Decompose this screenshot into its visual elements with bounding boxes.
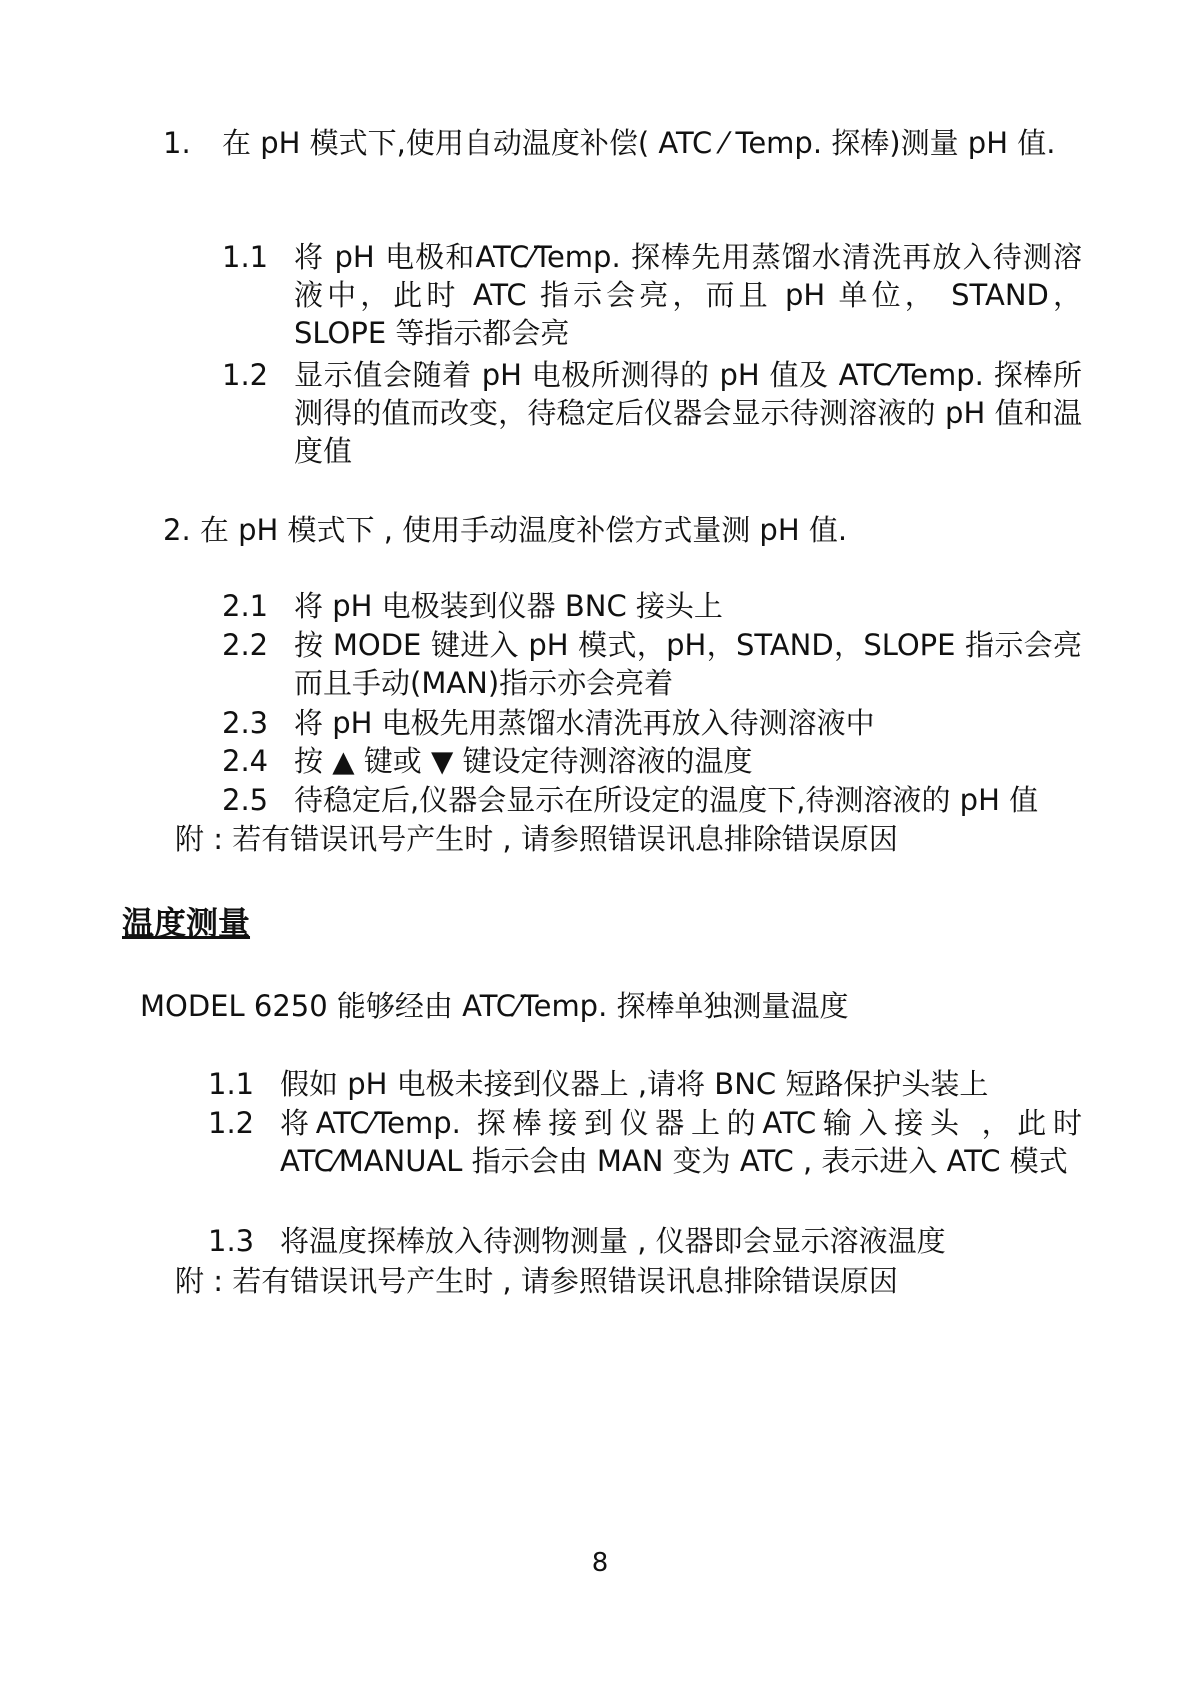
section1-heading: 在 pH 模式下,使用自动温度补偿( ATC ⁄ Temp. 探棒)测量 pH 值. xyxy=(222,126,1056,160)
item-text: 假如 pH 电极未接到仪器上 ,请将 BNC 短路保护头装上 xyxy=(280,1067,989,1101)
section-title: 温度测量 xyxy=(122,904,251,942)
item-number: 2.1 xyxy=(222,589,269,623)
item-number: 2.3 xyxy=(222,706,269,740)
item-text: 将 pH 电极和ATC⁄Temp. 探棒先用蒸馏水清洗再放入待测溶液中，此时 ATC 指示会亮，而且 pH 单位， STAND，SLOPE 等指示都会亮 xyxy=(294,240,1082,350)
item-text: 按 ▲ 键或 ▼ 键设定待测溶液的温度 xyxy=(294,744,753,778)
section2-heading: 2. 在 pH 模式下 , 使用手动温度补偿方式量测 pH 值. xyxy=(163,513,848,547)
page-number: 8 xyxy=(591,1548,609,1578)
item-text: 显示值会随着 pH 电极所测得的 pH 值及 ATC⁄Temp. 探棒所测得的值而改变，待稳定后仪器会显示待测溶液的 pH 值和温度值 xyxy=(294,358,1082,468)
item-number: 1.1 xyxy=(222,240,269,274)
item-number: 1.2 xyxy=(222,358,269,392)
section1-number: 1. xyxy=(163,126,191,160)
item-text: 将ATC⁄Temp. 探棒接到仪器上的ATC输入接头 ，此时 ATC⁄MANUAL 指示会由 MAN 变为 ATC , 表示进入 ATC 模式 xyxy=(280,1106,1082,1178)
item-text: 将 pH 电极先用蒸馏水清洗再放入待测溶液中 xyxy=(294,706,875,740)
item-text: 待稳定后,仪器会显示在所设定的温度下,待测溶液的 pH 值 xyxy=(294,783,1039,817)
item-text: 将 pH 电极装到仪器 BNC 接头上 xyxy=(294,589,723,623)
item-text: 将温度探棒放入待测物测量 , 仪器即会显示溶液温度 xyxy=(280,1224,946,1258)
item-number: 1.1 xyxy=(208,1067,255,1101)
section-intro: MODEL 6250 能够经由 ATC⁄Temp. 探棒单独测量温度 xyxy=(140,989,849,1023)
item-number: 1.2 xyxy=(208,1106,255,1140)
item-number: 1.3 xyxy=(208,1224,255,1258)
item-number: 2.5 xyxy=(222,783,269,817)
item-text: 按 MODE 键进入 pH 模式，pH，STAND，SLOPE 指示会亮而且手动(MAN)指示亦会亮着 xyxy=(294,628,1082,700)
item-number: 2.4 xyxy=(222,744,269,778)
error-note: 附 : 若有错误讯号产生时 , 请参照错误讯息排除错误原因 xyxy=(175,1264,898,1298)
item-number: 2.2 xyxy=(222,628,269,662)
error-note: 附 : 若有错误讯号产生时 , 请参照错误讯息排除错误原因 xyxy=(175,822,898,856)
